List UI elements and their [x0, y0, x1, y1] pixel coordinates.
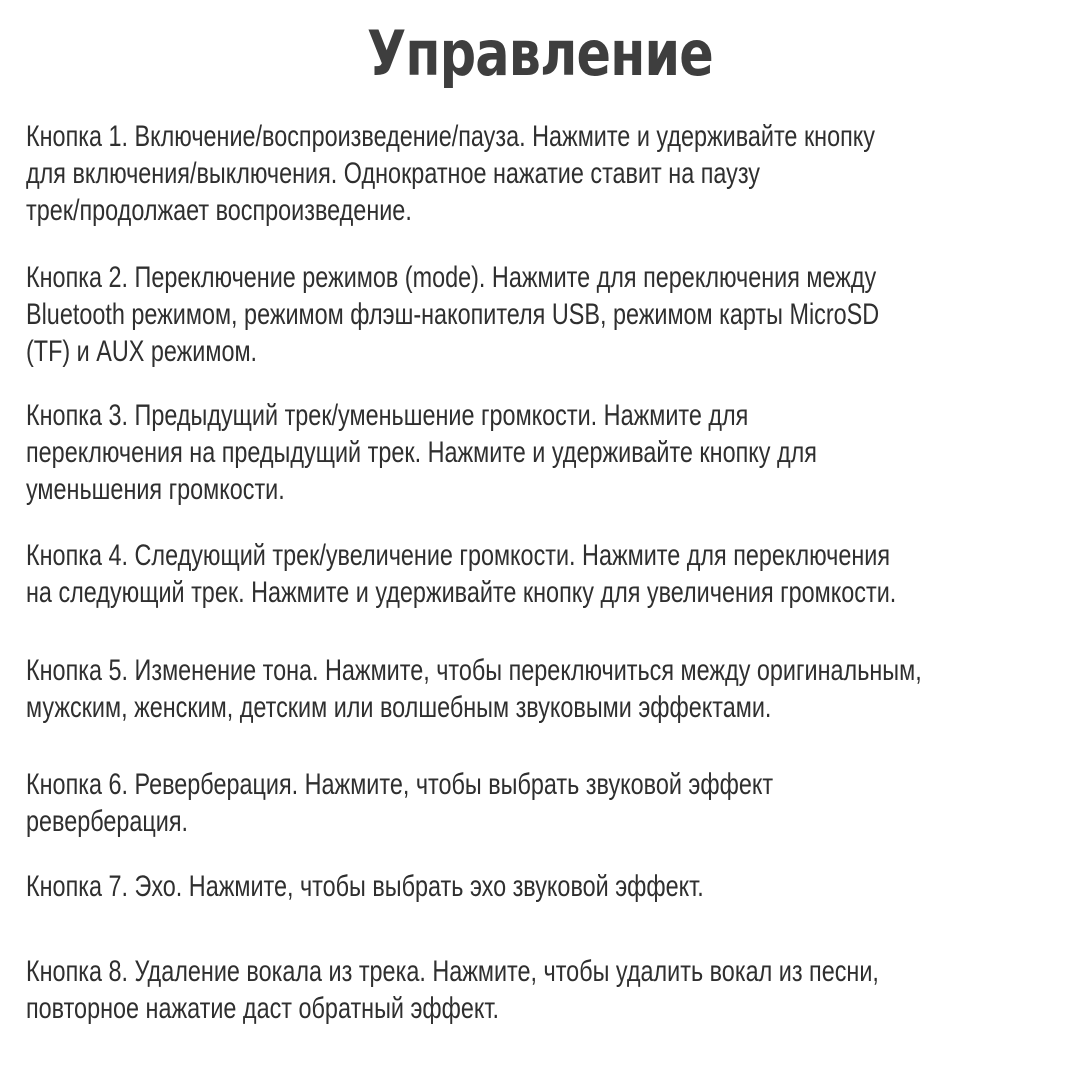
button-3-description: [26, 397, 1056, 508]
paragraph-line: на следующий трек. Нажмите и удерживайте кнопку для увеличения громкости.: [26, 576, 897, 609]
paragraph-line: Кнопка 2. Переключение режимов (mode). Нажмите для переключения между: [26, 261, 877, 294]
paragraph-line: Кнопка 5. Изменение тона. Нажмите, чтобы переключиться между оригинальным,: [26, 654, 922, 687]
paragraph-line: Кнопка 6. Реверберация. Нажмите, чтобы выбрать звуковой эффект: [26, 768, 774, 801]
paragraph-line: трек/продолжает воспроизведение.: [26, 194, 412, 227]
button-5-description: [26, 652, 1056, 726]
paragraph-line: Кнопка 1. Включение/воспроизведение/пауза. Нажмите и удерживайте кнопку: [26, 120, 875, 153]
button-6-description: [26, 766, 1056, 840]
paragraph-line: Кнопка 4. Следующий трек/увеличение громкости. Нажмите для переключения: [26, 539, 891, 572]
paragraph-line: уменьшения громкости.: [26, 473, 285, 506]
page-title: Управление: [367, 17, 713, 90]
paragraph-line: переключения на предыдущий трек. Нажмите и удерживайте кнопку для: [26, 436, 817, 469]
paragraph-line: повторное нажатие даст обратный эффект.: [26, 992, 500, 1025]
paragraph-line: реверберация.: [26, 805, 189, 838]
paragraph-line: Кнопка 3. Предыдущий трек/уменьшение громкости. Нажмите для: [26, 399, 749, 432]
paragraph-line: Кнопка 8. Удаление вокала из трека. Нажмите, чтобы удалить вокал из песни,: [26, 955, 879, 988]
button-7-description: [26, 868, 1056, 905]
button-1-description: [26, 118, 1056, 229]
paragraph-line: Кнопка 7. Эхо. Нажмите, чтобы выбрать эхо звуковой эффект.: [26, 870, 704, 903]
paragraph-line: (TF) и AUX режимом.: [26, 335, 258, 368]
paragraph-line: для включения/выключения. Однократное нажатие ставит на паузу: [26, 157, 760, 190]
paragraph-line: мужским, женским, детским или волшебным звуковыми эффектами.: [26, 691, 772, 724]
button-4-description: [26, 537, 1056, 611]
paragraph-line: Bluetooth режимом, режимом флэш-накопителя USB, режимом карты MicroSD: [26, 298, 880, 331]
button-2-description: [26, 259, 1056, 370]
button-8-description: [26, 953, 1056, 1027]
